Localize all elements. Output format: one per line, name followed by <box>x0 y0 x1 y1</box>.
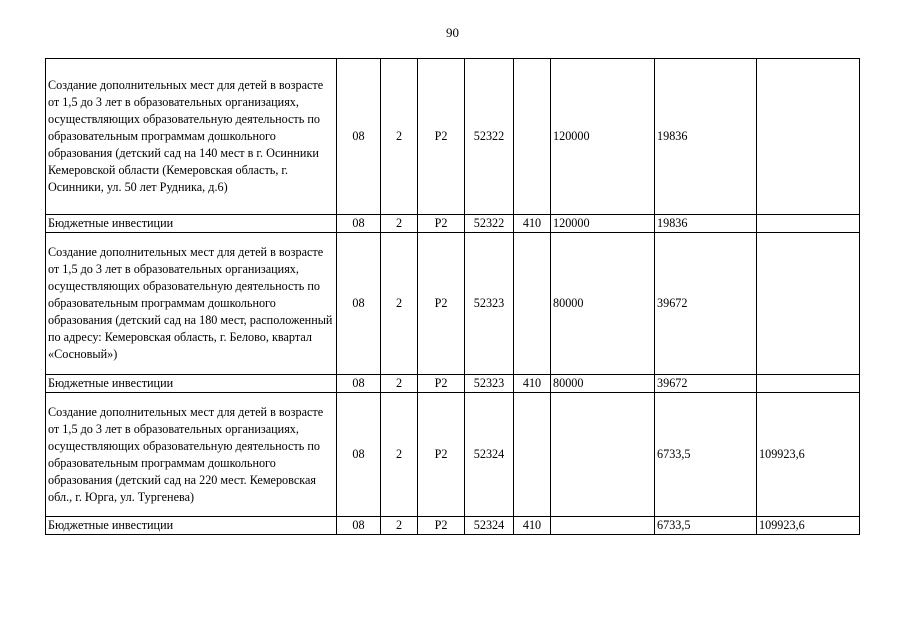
amount-1-cell: 120000 <box>551 215 655 233</box>
expense-type-cell <box>514 59 551 215</box>
code-cell: 52323 <box>465 233 514 375</box>
amount-3-cell <box>757 59 860 215</box>
program-cell: Р2 <box>418 215 465 233</box>
amount-1-cell: 80000 <box>551 375 655 393</box>
table-row <box>46 59 860 215</box>
program-cell: Р2 <box>418 517 465 535</box>
row-name: Создание дополнительных мест для детей в возрасте от 1,5 до 3 лет в образовательных организациях, осуществляющих образовательную деятельность по образовательным программам дошкольного образования (детский сад на 180 мест, расположенный по адресу: Кемеровская область, г. Белово, квартал «Сосновый») <box>46 233 337 375</box>
program-cell: Р2 <box>418 393 465 517</box>
row-name: Бюджетные инвестиции <box>46 517 337 535</box>
amount-1-cell <box>551 393 655 517</box>
table-row <box>46 517 860 535</box>
subsection-cell: 2 <box>381 393 418 517</box>
program-cell: Р2 <box>418 233 465 375</box>
amount-1-cell: 80000 <box>551 233 655 375</box>
amount-2-cell: 39672 <box>655 375 757 393</box>
amount-2-cell: 19836 <box>655 59 757 215</box>
page-number: 90 <box>446 25 459 40</box>
expense-type-cell: 410 <box>514 215 551 233</box>
budget-table <box>45 58 860 535</box>
row-name: Создание дополнительных мест для детей в возрасте от 1,5 до 3 лет в образовательных организациях, осуществляющих образовательную деятельность по образовательным программам дошкольного образования (детский сад на 220 мест. Кемеровская обл., г. Юрга, ул. Тургенева) <box>46 393 337 517</box>
amount-2-cell: 19836 <box>655 215 757 233</box>
code-cell: 52324 <box>465 393 514 517</box>
code-cell: 52324 <box>465 517 514 535</box>
amount-3-cell: 109923,6 <box>757 517 860 535</box>
section-cell: 08 <box>337 393 381 517</box>
amount-1-cell: 120000 <box>551 59 655 215</box>
amount-3-cell <box>757 375 860 393</box>
amount-3-cell <box>757 215 860 233</box>
amount-3-cell <box>757 233 860 375</box>
amount-2-cell: 39672 <box>655 233 757 375</box>
table-row <box>46 393 860 517</box>
table-row <box>46 233 860 375</box>
section-cell: 08 <box>337 233 381 375</box>
section-cell: 08 <box>337 375 381 393</box>
subsection-cell: 2 <box>381 59 418 215</box>
section-cell: 08 <box>337 215 381 233</box>
table-row <box>46 375 860 393</box>
code-cell: 52323 <box>465 375 514 393</box>
subsection-cell: 2 <box>381 517 418 535</box>
subsection-cell: 2 <box>381 375 418 393</box>
amount-3-cell: 109923,6 <box>757 393 860 517</box>
row-name: Бюджетные инвестиции <box>46 215 337 233</box>
section-cell: 08 <box>337 517 381 535</box>
section-cell: 08 <box>337 59 381 215</box>
row-name: Бюджетные инвестиции <box>46 375 337 393</box>
expense-type-cell <box>514 393 551 517</box>
expense-type-cell <box>514 233 551 375</box>
row-name: Создание дополнительных мест для детей в возрасте от 1,5 до 3 лет в образовательных организациях, осуществляющих образовательную деятельность по образовательным программам дошкольного образования (детский сад на 140 мест в г. Осинники Кемеровской области (Кемеровская область, г. Осинники, ул. 50 лет Рудника, д.6) <box>46 59 337 215</box>
subsection-cell: 2 <box>381 233 418 375</box>
program-cell: Р2 <box>418 375 465 393</box>
table-row <box>46 215 860 233</box>
amount-1-cell <box>551 517 655 535</box>
amount-2-cell: 6733,5 <box>655 517 757 535</box>
code-cell: 52322 <box>465 59 514 215</box>
amount-2-cell: 6733,5 <box>655 393 757 517</box>
expense-type-cell: 410 <box>514 375 551 393</box>
code-cell: 52322 <box>465 215 514 233</box>
program-cell: Р2 <box>418 59 465 215</box>
expense-type-cell: 410 <box>514 517 551 535</box>
subsection-cell: 2 <box>381 215 418 233</box>
